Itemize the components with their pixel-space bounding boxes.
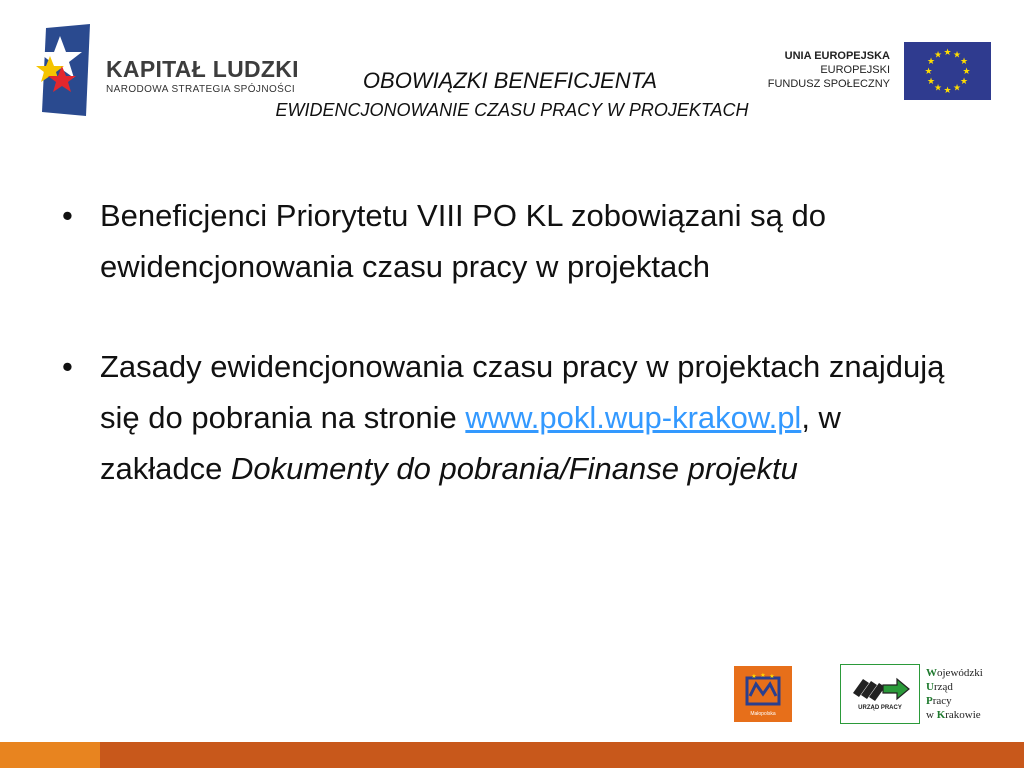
svg-text:★: ★: [751, 673, 757, 680]
wup-name: [926, 666, 983, 722]
wup-line-2: rząd: [933, 681, 953, 693]
ue-line-2: EUROPEJSKI: [820, 64, 890, 76]
malopolska-label: Małopolska: [750, 711, 776, 717]
svg-text:★: ★: [959, 77, 969, 87]
svg-text:★: ★: [962, 67, 971, 77]
svg-text:★: ★: [760, 672, 766, 679]
wup-line-1: ojewódzki: [937, 667, 983, 679]
slide-title: OBOWIĄZKI BENEFICJENTA: [362, 68, 658, 93]
wup-logo: [840, 664, 920, 724]
wup-initial-u: U: [926, 681, 934, 693]
wup-line-4: rakowie: [945, 709, 981, 721]
svg-text:★: ★: [959, 57, 969, 67]
wup-initial-k: K: [936, 709, 946, 721]
bullet-list: [60, 190, 960, 494]
eu-flag-icon: [904, 42, 991, 100]
slide-subtitle: EWIDENCJONOWANIE CZASU PRACY W PROJEKTACH: [275, 100, 749, 120]
svg-text:★: ★: [924, 67, 933, 77]
bullet-text-1: Beneficjenci Priorytetu VIII PO KL zobowiązani są do ewidencjonowania czasu pracy w projektach: [100, 198, 827, 284]
svg-text:★: ★: [926, 57, 936, 67]
kapital-ludzki-title: KAPITAŁ LUDZKI: [106, 56, 299, 82]
svg-text:★: ★: [769, 673, 775, 680]
bullet-item-2: [60, 341, 960, 494]
bullet-marker: •: [62, 349, 73, 384]
ue-line-1: UNIA EUROPEJSKA: [784, 50, 890, 62]
svg-text:★: ★: [943, 48, 952, 58]
wup-line-4-prefix: w: [926, 709, 937, 721]
bullet-marker: •: [62, 198, 73, 233]
malopolska-logo: [734, 666, 792, 722]
svg-text:★: ★: [952, 50, 962, 61]
svg-text:★: ★: [943, 86, 952, 96]
footer-bar: [0, 742, 1024, 768]
ue-line-3: FUNDUSZ SPOŁECZNY: [767, 78, 890, 90]
wup-cards-arrow-icon: [849, 671, 911, 703]
bullet-item-1: [60, 190, 960, 292]
svg-text:★: ★: [926, 77, 936, 87]
pokl-website-link[interactable]: www.pokl.wup-krakow.pl: [465, 400, 802, 435]
svg-text:★: ★: [952, 83, 962, 94]
svg-text:★: ★: [933, 50, 943, 61]
wup-box-label: URZĄD PRACY: [858, 705, 902, 711]
bullet-text-2b: , w zakładce: [100, 400, 841, 486]
wup-initial-p: P: [926, 695, 933, 707]
malopolska-crest-icon: [744, 672, 782, 706]
wup-line-3: racy: [932, 695, 952, 707]
kapital-ludzki-subtitle: NARODOWA STRATEGIA SPÓJNOŚCI: [106, 84, 296, 95]
wup-initial-w: W: [926, 667, 937, 679]
ue-text-block: [768, 49, 890, 91]
svg-text:★: ★: [933, 83, 943, 94]
bullet-text-2c: Dokumenty do pobrania/Finanse projektu: [230, 451, 798, 486]
footer-accent: [0, 742, 100, 768]
bullet-text-2a: Zasady ewidencjonowania czasu pracy w projektach znajdują się do pobrania na stronie: [100, 349, 945, 435]
